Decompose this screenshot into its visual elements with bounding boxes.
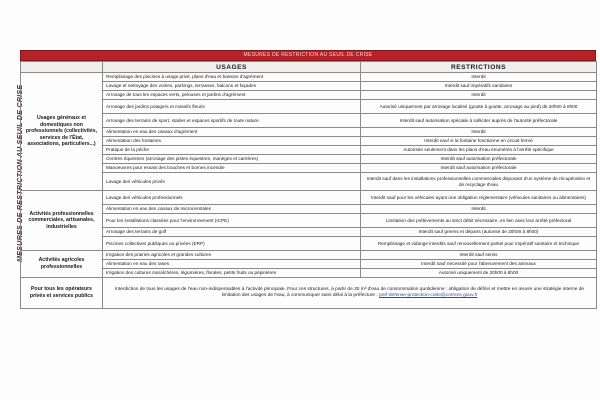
restriction-cell: Remplissage et vidange interdits sauf renouvellement partiel pour impératif sanitaire et technique [361,237,597,251]
usage-cell: Pour les installations classées pour l'environnement (ICPE) [103,214,361,228]
footer-text-block [106,287,593,300]
usage-cell: Arrosage des terrains de golf [103,228,361,237]
header-restrictions: RESTRICTIONS [361,62,597,73]
usage-cell: Arrosage des terrains de sport, stades et espaces sportifs de toute nature [103,114,361,128]
usage-cell: Piscines collectives publiques ou privées (ERP) [103,237,361,251]
usage-cell: Arrosage des jardins potagers et massifs fleuris [103,100,361,114]
table-row [21,191,597,205]
restriction-cell: Autorisé uniquement de 20h00 à 8h00 [361,269,597,278]
restriction-cell: Interdit sauf si la fontaine fonctionne en circuit fermé [361,137,597,146]
usage-cell: Arrosage de tous les espaces verts, pelouses et jardins d'agrément [103,91,361,100]
table-row [21,91,597,100]
table-row [21,128,597,137]
category-cell: Pour tous les opérateurs privés et services publics [21,278,103,309]
restriction-cell: Interdit sauf impératifs sanitaires [361,82,597,91]
table-row [21,228,597,237]
table-row [21,73,597,82]
table-row [21,100,597,114]
restriction-cell: Interdit sauf autorisation spéciale à solliciter auprès de l'autorité préfectorale [361,114,597,128]
usage-cell: Remplissage des piscines à usage privé, plans d'eau et bassins d'agrément [103,73,361,82]
restriction-cell: Autorisé uniquement par arrosage localisé (goutte à goutte, arrosage au pied) de 20h00 à 8h00 [361,100,597,114]
restriction-cell: Interdit [361,128,597,137]
usage-cell: Centres équestres (arrosage des pistes équestres, manèges et carrières) [103,155,361,164]
usage-cell: Irrigation des prairies agricoles et grandes cultures [103,251,361,260]
table-row [21,260,597,269]
table-row [21,173,597,191]
restriction-cell: Interdit sauf nécessité pour l'abreuvement des animaux [361,260,597,269]
usage-cell: Lavage des véhicules professionnels [103,191,361,205]
table-row [21,237,597,251]
table-row [21,164,597,173]
restriction-cell: Interdit sauf greens et départs (autorisé de 20h00 à 8h00) [361,228,597,237]
category-cell: Activités professionnelles commerciales, artisanales, industrielles [21,191,103,251]
restriction-table [20,61,597,309]
restriction-table-wrap [20,50,596,309]
usage-cell: Irrigation des cultures maraîchères, légumières, florales, petits fruits ou pépinières [103,269,361,278]
table-row [21,214,597,228]
table-row [21,205,597,214]
usage-cell: Alimentation en eau des rases [103,260,361,269]
usage-cell: Alimentation en eau des canaux de microcentrales [103,205,361,214]
prefecture-email-link[interactable]: pref-defense-protection-civile@correze.gouv.fr [379,293,478,298]
restriction-cell: Interdit [361,73,597,82]
table-row [21,146,597,155]
table-row [21,137,597,146]
restriction-cell: Limitation des prélèvements au strict débit nécessaire, en lien avec leur arrêté préfectoral [361,214,597,228]
category-cell: Activités agricoles professionnelles [21,251,103,278]
header-usages: USAGES [103,62,361,73]
table-row [21,155,597,164]
table-body [21,73,597,309]
header-row [21,62,597,73]
restriction-cell: Interdit sauf autorisation préfectorale [361,155,597,164]
restriction-cell: Interdit sauf autorisation préfectorale [361,164,597,173]
usage-cell: Alimentation des fontaines [103,137,361,146]
usage-cell: Lavage et nettoyage des voiries, parkings, terrasses, balcons et façades [103,82,361,91]
category-cell: Usages généraux et domestiques non professionnels (collectivités, services de l'État, associations, particuliers...) [21,73,103,191]
table-row [21,251,597,260]
restriction-cell: Interdit sauf dans les installations professionnelles commerciales disposant d'un système de récupération et de recyclage d'eau [361,173,597,191]
footer-row [21,278,597,309]
restriction-cell: Autorisée seulement dans les plans d'eau énumérés à l'arrêté spécifique [361,146,597,155]
header-spacer [21,62,103,73]
restriction-cell: Interdit [361,91,597,100]
table-banner: MESURES DE RESTRICTION AU SEUIL DE CRISE [20,50,596,61]
usage-cell: Alimentation en eau des canaux d'agrément [103,128,361,137]
table-row [21,114,597,128]
footer-cell [103,278,597,309]
footer-text: Interdiction de tous les usages de l'eau non-indispensables à l'activité principale. Pour ces structures, à partir de 30 m³ d'eau de consommation quotidienne : obligation de définir et mettre en œuvre une stratégie interne de limitation des usages de l'eau, à communiquer sans délai à la préfecture : [114,286,585,298]
usage-cell: Pratique de la pêche [103,146,361,155]
restriction-cell: Interdit [361,205,597,214]
table-row [21,269,597,278]
side-title: MESURES DE RESTRICTION AU SEUIL DE CRISE [15,84,24,262]
restriction-cell: Interdit sauf semis [361,251,597,260]
usage-cell: Lavage des véhicules privés [103,173,361,191]
usage-cell: Manoeuvres pour essais des bouches et bornes incendie [103,164,361,173]
table-row [21,82,597,91]
restriction-cell: Interdit sauf pour les véhicules ayant une obligation réglementaire (véhicules sanitaires ou alimentaires) [361,191,597,205]
